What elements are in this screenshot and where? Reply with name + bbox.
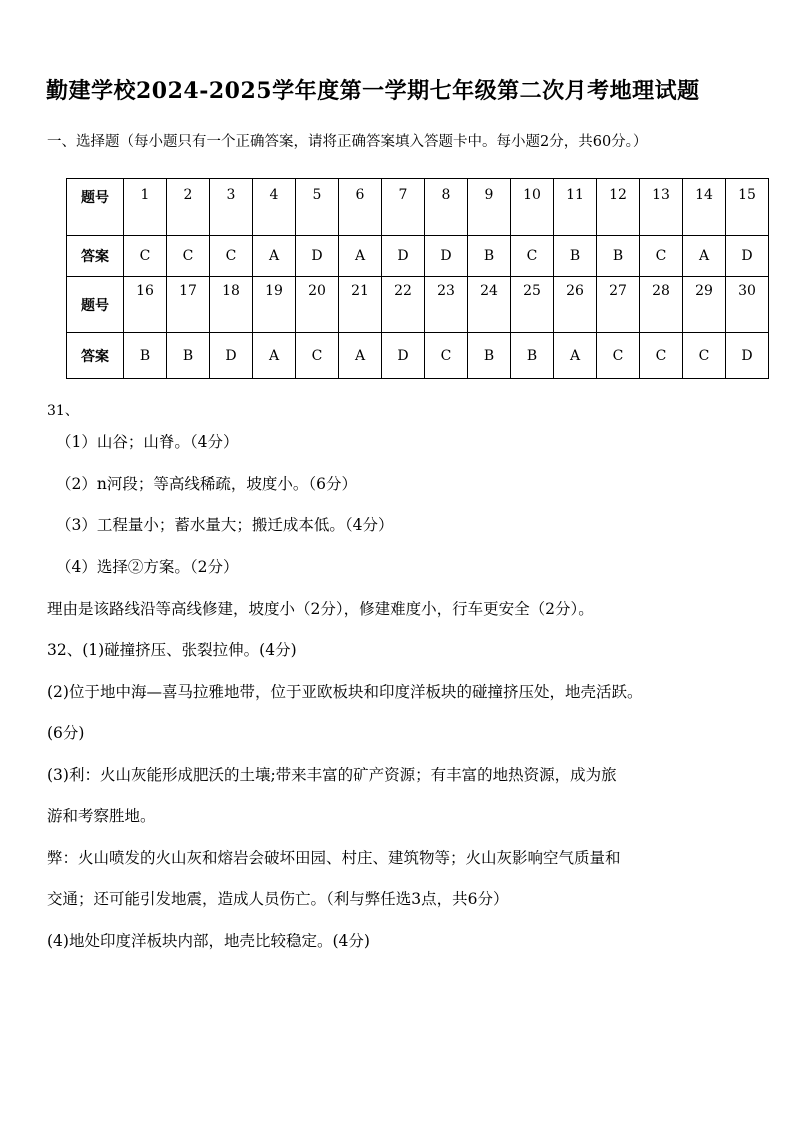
answer-header: 答案 xyxy=(67,236,124,277)
table-cell: A xyxy=(253,236,296,277)
table-cell: 30 xyxy=(726,277,769,333)
table-cell: 2 xyxy=(167,179,210,236)
answer-line: （1）山谷；山脊。（4分） xyxy=(56,433,239,451)
table-cell: 20 xyxy=(296,277,339,333)
table-cell: B xyxy=(597,236,640,277)
table-cell: 25 xyxy=(511,277,554,333)
question-number-header: 题号 xyxy=(67,277,124,333)
table-cell: 22 xyxy=(382,277,425,333)
answer-table xyxy=(66,178,769,379)
table-cell: B xyxy=(468,333,511,379)
question-31-label: 31、 xyxy=(47,403,79,419)
table-cell: B xyxy=(124,333,167,379)
table-cell: D xyxy=(210,333,253,379)
table-cell: 12 xyxy=(597,179,640,236)
table-cell: 29 xyxy=(683,277,726,333)
table-cell: A xyxy=(253,333,296,379)
table-row xyxy=(67,333,769,379)
table-cell: 27 xyxy=(597,277,640,333)
table-cell: 8 xyxy=(425,179,468,236)
table-cell: C xyxy=(511,236,554,277)
table-cell: 19 xyxy=(253,277,296,333)
table-cell: C xyxy=(640,236,683,277)
table-cell: C xyxy=(425,333,468,379)
answer-line: 弊：火山喷发的火山灰和熔岩会破坏田园、村庄、建筑物等；火山灰影响空气质量和 xyxy=(47,849,621,867)
page-title: 勤建学校2024-2025学年度第一学期七年级第二次月考地理试题 xyxy=(46,78,700,104)
table-cell: 1 xyxy=(124,179,167,236)
table-cell: D xyxy=(726,236,769,277)
table-cell: 16 xyxy=(124,277,167,333)
table-cell: 11 xyxy=(554,179,597,236)
table-cell: 9 xyxy=(468,179,511,236)
table-cell: B xyxy=(554,236,597,277)
table-row xyxy=(67,277,769,333)
table-cell: 15 xyxy=(726,179,769,236)
table-cell: B xyxy=(511,333,554,379)
table-cell: C xyxy=(683,333,726,379)
table-cell: D xyxy=(425,236,468,277)
table-cell: A xyxy=(339,333,382,379)
answer-line: （4）选择②方案。（2分） xyxy=(56,558,239,576)
answer-line: （2）n河段；等高线稀疏，坡度小。（6分） xyxy=(56,475,357,493)
table-cell: A xyxy=(554,333,597,379)
table-cell: 13 xyxy=(640,179,683,236)
table-cell: B xyxy=(468,236,511,277)
table-cell: 5 xyxy=(296,179,339,236)
table-cell: C xyxy=(640,333,683,379)
table-cell: 3 xyxy=(210,179,253,236)
answer-line: （3）工程量小；蓄水量大；搬迁成本低。（4分） xyxy=(56,516,394,534)
table-cell: C xyxy=(167,236,210,277)
table-row xyxy=(67,179,769,236)
table-cell: 17 xyxy=(167,277,210,333)
answer-line: 游和考察胜地。 xyxy=(47,807,156,825)
answer-line: (6分) xyxy=(47,724,85,742)
table-cell: A xyxy=(339,236,382,277)
question-number-header: 题号 xyxy=(67,179,124,236)
table-row xyxy=(67,236,769,277)
table-cell: 23 xyxy=(425,277,468,333)
table-cell: 4 xyxy=(253,179,296,236)
answer-line: (3)利：火山灰能形成肥沃的土壤;带来丰富的矿产资源；有丰富的地热资源，成为旅 xyxy=(47,766,617,784)
table-cell: D xyxy=(382,333,425,379)
table-cell: 6 xyxy=(339,179,382,236)
table-cell: B xyxy=(167,333,210,379)
table-cell: 26 xyxy=(554,277,597,333)
table-cell: 18 xyxy=(210,277,253,333)
table-cell: D xyxy=(296,236,339,277)
table-cell: A xyxy=(683,236,726,277)
table-cell: 24 xyxy=(468,277,511,333)
table-cell: 7 xyxy=(382,179,425,236)
answer-header: 答案 xyxy=(67,333,124,379)
answer-line: (2)位于地中海—喜马拉雅地带，位于亚欧板块和印度洋板块的碰撞挤压处，地壳活跃。 xyxy=(47,683,643,701)
section-heading: 一、选择题（每小题只有一个正确答案，请将正确答案填入答题卡中。每小题2分，共60分。） xyxy=(47,134,648,150)
table-cell: C xyxy=(210,236,253,277)
table-cell: D xyxy=(382,236,425,277)
answer-line: 32、(1)碰撞挤压、张裂拉伸。(4分) xyxy=(47,641,297,659)
answer-line: (4)地处印度洋板块内部，地壳比较稳定。(4分) xyxy=(47,932,370,950)
table-cell: 14 xyxy=(683,179,726,236)
table-cell: 28 xyxy=(640,277,683,333)
table-cell: 10 xyxy=(511,179,554,236)
table-cell: C xyxy=(124,236,167,277)
answer-line: 理由是该路线沿等高线修建，坡度小（2分），修建难度小，行车更安全（2分）。 xyxy=(47,600,594,618)
table-cell: 21 xyxy=(339,277,382,333)
table-cell: D xyxy=(726,333,769,379)
table-cell: C xyxy=(296,333,339,379)
table-cell: C xyxy=(597,333,640,379)
answer-line: 交通；还可能引发地震，造成人员伤亡。（利与弊任选3点，共6分） xyxy=(47,890,509,908)
